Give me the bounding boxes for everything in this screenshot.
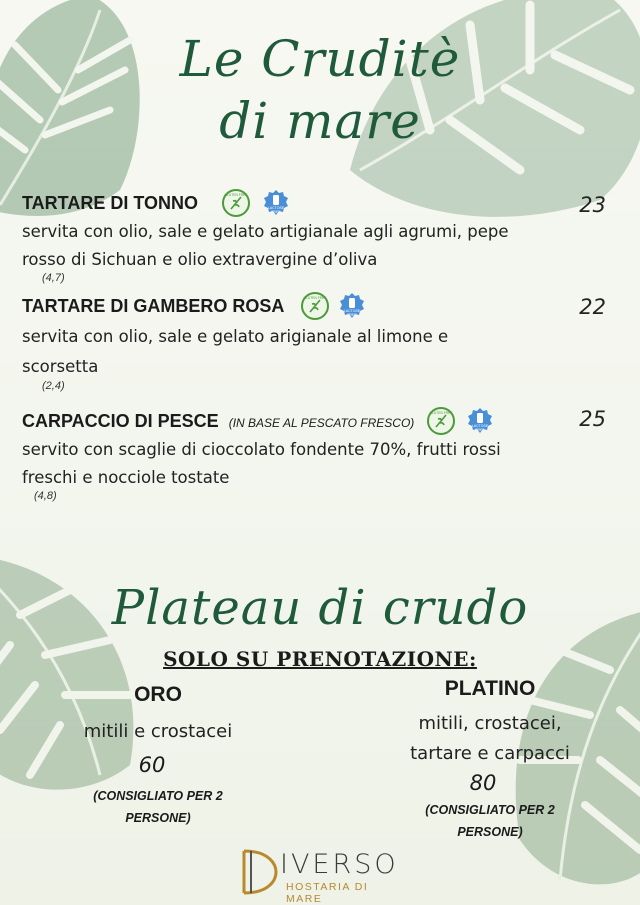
plateau-oro (58, 683, 258, 829)
svg-text:LACTOSE: LACTOSE (267, 206, 285, 210)
plateau-platino (385, 677, 595, 843)
plateau-desc-line: mitili, crostacei, (418, 713, 562, 734)
dish-desc-carpaccio (22, 436, 501, 492)
dish-name-carpaccio (22, 411, 414, 432)
dish-allergens: (4,8) (34, 490, 57, 502)
plateau-platino-name: PLATINO (444, 677, 536, 700)
svg-text:FREE: FREE (347, 313, 357, 317)
plateau-oro-name: ORO (134, 683, 182, 706)
logo-subtitle: HOSTARIA DI MARE (286, 881, 369, 905)
gluten-free-icon (427, 407, 455, 435)
dish-allergens: (4,7) (42, 272, 65, 284)
plateau-oro-price: 60 (138, 753, 166, 777)
svg-text:FREE: FREE (475, 428, 485, 432)
gluten-free-icon (222, 189, 250, 217)
lactose-free-icon (262, 189, 290, 217)
dish-name-tartare-gambero: TARTARE DI GAMBERO ROSA (22, 296, 285, 316)
plateau-title: Plateau di crudo (111, 580, 529, 636)
menu-title-line2: di mare (219, 92, 421, 150)
rec-line: PERSONE) (125, 811, 191, 825)
svg-text:GLUTEN FREE: GLUTEN FREE (429, 411, 453, 415)
plateau-oro-recommendation (58, 785, 258, 829)
dish-name-text: CARPACCIO DI PESCE (22, 411, 219, 431)
dish-desc-line: servita con olio, sale e gelato arigianale al limone e (22, 327, 449, 346)
logo-d-mark-icon (238, 847, 280, 897)
lactose-free-icon (466, 407, 494, 435)
dish-price-tartare-gambero: 22 (579, 295, 606, 319)
dish-desc-line: freschi e nocciole tostate (22, 468, 230, 487)
dish-name-tartare-tonno: TARTARE DI TONNO (22, 193, 198, 213)
menu-title-line1: Le Cruditè (179, 30, 461, 88)
lactose-free-icon (338, 292, 366, 320)
dish-desc-tartare-gambero (22, 322, 448, 382)
dish-desc-line: rosso di Sichuan e olio extravergine d’oliva (22, 250, 378, 269)
plateau-platino-recommendation (385, 799, 595, 843)
dish-allergens: (2,4) (42, 380, 65, 392)
svg-text:LACTOSE: LACTOSE (343, 309, 361, 313)
svg-text:GLUTEN FREE: GLUTEN FREE (303, 296, 327, 300)
plateau-desc-line: tartare e carpacci (410, 743, 570, 764)
dish-price-tartare-tonno: 23 (579, 193, 606, 217)
dish-desc-tartare-tonno (22, 218, 509, 274)
dish-desc-line: servita con olio, sale e gelato artigianale agli agrumi, pepe (22, 222, 509, 241)
svg-text:GLUTEN FREE: GLUTEN FREE (224, 193, 248, 197)
dish-note: (IN BASE AL PESCATO FRESCO) (228, 416, 415, 430)
dish-price-carpaccio: 25 (579, 407, 606, 431)
rec-line: (CONSIGLIATO PER 2 (425, 803, 555, 817)
svg-text:LACTOSE: LACTOSE (471, 424, 489, 428)
plateau-platino-desc (385, 709, 595, 769)
dish-desc-line: scorsetta (22, 357, 99, 376)
rec-line: (CONSIGLIATO PER 2 (93, 789, 223, 803)
plateau-oro-desc: mitili e crostacei (83, 721, 233, 742)
plateau-platino-price: 80 (469, 771, 497, 795)
svg-text:FREE: FREE (271, 210, 281, 214)
dish-desc-line: servito con scaglie di cioccolato fondente 70%, frutti rossi (22, 440, 501, 459)
plateau-subtitle: SOLO SU PRENOTAZIONE: (163, 647, 477, 671)
rec-line: PERSONE) (457, 825, 523, 839)
logo-wordmark: IVERSO (280, 849, 399, 880)
gluten-free-icon (301, 292, 329, 320)
diverso-logo (238, 845, 399, 905)
